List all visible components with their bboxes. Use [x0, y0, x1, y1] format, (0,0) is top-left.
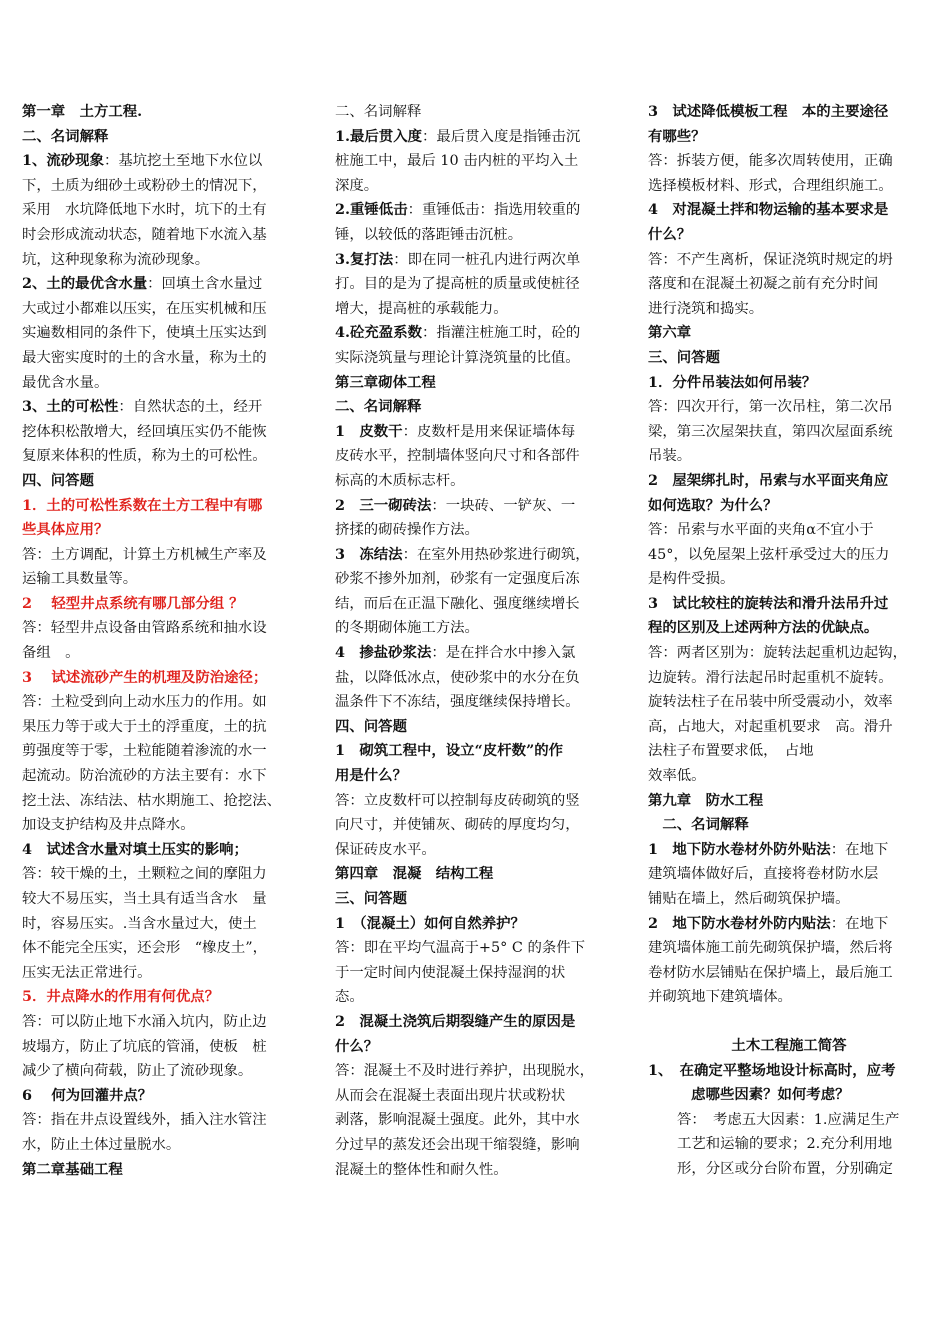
- body-text: 答：拆装方便，能多次周转使用，正确 选择模板材料、形式，合理组织施工。: [648, 153, 893, 194]
- body-text: 答：两者区别为：旋转法起重机边起钩， 边旋转。滑行法起吊时起重机不旋转。 旋转法柱子在吊装中所受震动小，效率 高，占地大，对起重机要求 高。滑升 法柱子布置要求低， 占地 效率低。: [648, 645, 908, 785]
- term: 2 地下防水卷材外防内贴法: [648, 914, 831, 932]
- body-text: 答：即在平均气温高于+5° C 的条件下 于一定时间内使混凝土保持湿润的状 态。: [335, 940, 586, 1006]
- heading: 第九章 防水工程: [648, 791, 764, 809]
- heading: 1 砌筑工程中，设立“皮杆数”的作 用是什么？: [335, 742, 564, 785]
- term: 3.复打法: [335, 250, 394, 268]
- definition-text: ：指灌注桩施工时，砼的 实际浇筑量与理论计算浇筑量的比值。: [335, 325, 581, 366]
- heading: 4 试述含水量对填土压实的影响；: [22, 840, 248, 858]
- definition-paragraph: [335, 543, 618, 641]
- heading: 3 试比较柱的旋转法和滑升法吊升过 程的区别及上述两种方法的优缺点。: [648, 594, 889, 637]
- heading: 第三章砌体工程: [335, 373, 436, 391]
- term: 1、流砂现象: [22, 152, 104, 170]
- highlighted-question: 3 试述流砂产生的机理及防治途径；: [22, 668, 268, 686]
- body-text: 答：指在井点设置线外，插入注水管注 水，防止土体过量脱水。: [22, 1112, 267, 1153]
- heading: 第一章 土方工程.: [22, 103, 143, 120]
- definition-text: ：在地下 建筑墙体施工前先砌筑保护墙，然后将 卷材防水层铺贴在保护墙上，最后施工 并砌筑地下建筑墙体。: [648, 915, 893, 1006]
- term: 2 三一砌砖法: [335, 496, 432, 514]
- definition-text: ：回填土含水量过 大或过小都难以压实，在压实机械和压 实遍数相同的条件下，使填土压实达到 最大密实度时的土的含水量，称为土的 最优含水量。: [22, 276, 267, 391]
- definition-paragraph: [648, 838, 930, 912]
- definition-text: ：即在同一桩孔内进行两次单 打。目的是为了提高桩的质量或使桩径 增大，提高桩的承载能力。: [335, 251, 581, 317]
- heading: 6 何为回灌井点？: [22, 1086, 153, 1104]
- highlighted-question: 2 轻型井点系统有哪几部分组 ？: [22, 594, 244, 612]
- column-left: [22, 100, 304, 1182]
- heading: 1、 在确定平整场地设计标高时，应考 虑哪些因素？如何考虑？: [648, 1061, 896, 1104]
- definition-paragraph: [22, 272, 304, 395]
- definition-paragraph: [335, 248, 618, 322]
- column-middle: [335, 100, 618, 1182]
- definition-text: ：是在拌合水中掺入氯 盐，以降低冰点，使砂浆中的水分在负 温条件下不冻结，强度继续保持增长。: [335, 645, 580, 711]
- term: 2、土的最优含水量: [22, 275, 148, 293]
- definition-paragraph: [335, 321, 618, 370]
- definition-paragraph: [335, 494, 618, 543]
- body-text: 答：混凝土不及时进行养护，出现脱水， 从而会在混凝土表面出现片状或粉状 剥落，影响混凝土强度。此外，其中水 分过早的蒸发还会出现干缩裂缝，影响 混凝土的整体性和耐久性。: [335, 1063, 595, 1178]
- heading: 二、名词解释: [22, 127, 109, 145]
- term: 1.最后贯入度: [335, 127, 422, 145]
- heading: 四、问答题: [22, 471, 94, 489]
- heading: 4 对混凝土拌和物运输的基本要求是 什么？: [648, 201, 889, 243]
- body-text: 二、名词解释: [335, 104, 422, 120]
- body-text: 答：吊索与水平面的夹角α不宜小于 45°，以免屋架上弦杆承受过大的压力 是构件受损。: [648, 522, 890, 588]
- heading: 1．分件吊装法如何吊装？: [648, 373, 817, 391]
- section-title: 土木工程施工简答: [731, 1036, 847, 1054]
- term: 2.重锤低击: [335, 201, 408, 219]
- definition-paragraph: [22, 149, 304, 272]
- term: 4 掺盐砂浆法: [335, 644, 432, 662]
- heading: 四、问答题: [335, 717, 407, 735]
- definition-paragraph: [335, 420, 618, 494]
- body-text: 答：土方调配，计算土方机械生产率及 运输工具数量等。: [22, 546, 267, 588]
- heading: 二、名词解释: [648, 816, 749, 834]
- body-text: 答：土粒受到向上动水压力的作用。如 果压力等于或大于土的浮重度，土的抗 剪强度等于零，土粒能随着渗流的水一 起流动。防治流砂的方法主要有：水下 挖土法、冻结法、枯水期施工、抢挖法、 加设支护结构及井点降水。: [22, 694, 282, 834]
- term: 3、土的可松性: [22, 398, 119, 416]
- definition-paragraph: [648, 912, 930, 1010]
- definition-text: ：一块砖、一铲灰、一 挤揉的砌砖操作方法。: [335, 497, 576, 539]
- definition-text: ：皮数杆是用来保证墙体每 皮砖水平，控制墙体竖向尺寸和各部件 标高的木质标志杆。: [335, 423, 580, 489]
- term: 4.砼充盈系数: [335, 324, 422, 342]
- heading: 2 屋架绑扎时，吊索与水平面夹角应 如何选取？为什么？: [648, 471, 889, 514]
- heading: 3 试述降低模板工程 本的主要途径 有哪些？: [648, 103, 889, 145]
- definition-paragraph: [22, 395, 304, 469]
- heading: 2 混凝土浇筑后期裂缝产生的原因是 什么？: [335, 1012, 576, 1055]
- body-text: 答：较干燥的土，土颗粒之间的摩阻力 较大不易压实，当土具有适当含水 量 时，容易压实。.当含水量过大，使土 体不能完全压实，还会形 “橡皮土”， 压实无法正常进行。: [22, 866, 267, 981]
- term: 1 皮数干: [335, 422, 403, 440]
- term: 3 冻结法: [335, 545, 403, 563]
- heading: 第四章 混凝 结构工程: [335, 865, 494, 883]
- highlighted-question: 1．土的可松性系数在土方工程中有哪 些具体应用？: [22, 496, 263, 539]
- answer-text: 答： 考虑五大因素：1.应满足生产 工艺和运输的要求；2.充分利用地 形，分区或分台阶布置，分别确定: [677, 1111, 900, 1177]
- definition-text: ：最后贯入度是指锤击沉 桩施工中，最后 10 击内桩的平均入土 深度。: [335, 128, 581, 194]
- definition-text: ：在室外用热砂浆进行砌筑， 砂浆不掺外加剂，砂浆有一定强度后冻 结，而后在正温下融化、强度继续增长 的冬期砌体施工方法。: [335, 546, 590, 637]
- definition-text: ：在地下 建筑墙体做好后，直接将卷材防水层 铺贴在墙上，然后砌筑保护墙。: [648, 841, 889, 907]
- heading: 第六章: [648, 324, 692, 342]
- body-text: 答：四次开行，第一次吊柱，第二次吊 梁，第三次屋架扶直，第四次屋面系统 吊装。: [648, 399, 893, 465]
- heading: 第二章基础工程: [22, 1160, 123, 1178]
- heading: 三、问答题: [335, 890, 407, 907]
- definition-text: ：自然状态的土，经开 挖体积松散增大，经回填压实仍不能恢 复原来体积的性质，称为土的可松性。: [22, 399, 267, 465]
- column-right: [648, 100, 930, 1182]
- body-text: 答：可以防止地下水涌入坑内，防止边 坡塌方，防止了坑底的管涌，使板 桩 减少了横向荷载，防止了流砂现象。: [22, 1013, 267, 1080]
- highlighted-question: 5．井点降水的作用有何优点？: [22, 988, 220, 1006]
- definition-paragraph: [335, 125, 618, 199]
- term: 1 地下防水卷材外防外贴法: [648, 840, 831, 858]
- heading: 二、名词解释: [335, 398, 422, 416]
- heading: 1 （混凝土）如何自然养护？: [335, 914, 525, 932]
- definition-paragraph: [335, 641, 618, 715]
- body-text: 答：立皮数杆可以控制每皮砖砌筑的竖 向尺寸，并使铺灰、砌砖的厚度均匀， 保证砖皮水平。: [335, 792, 580, 858]
- definition-paragraph: [335, 198, 618, 247]
- body-text: 答：轻型井点设备由管路系统和抽水设 备组 。: [22, 620, 267, 662]
- definition-text: ：基坑挖土至地下水位以 下，土质为细砂土或粉砂土的情况下， 采用 水坑降低地下水时，坑下的土有 时会形成流动状态，随着地下水流入基 坑，这种现象称为流砂现象。: [22, 153, 267, 268]
- heading: 三、问答题: [648, 348, 720, 366]
- body-text: 答：不产生离析，保证浇筑时规定的坍 落度和在混凝土初凝之前有充分时间 进行浇筑和捣实。: [648, 251, 893, 317]
- definition-text: ：重锤低击：指选用较重的 锤，以较低的落距锤击沉桩。: [335, 202, 581, 243]
